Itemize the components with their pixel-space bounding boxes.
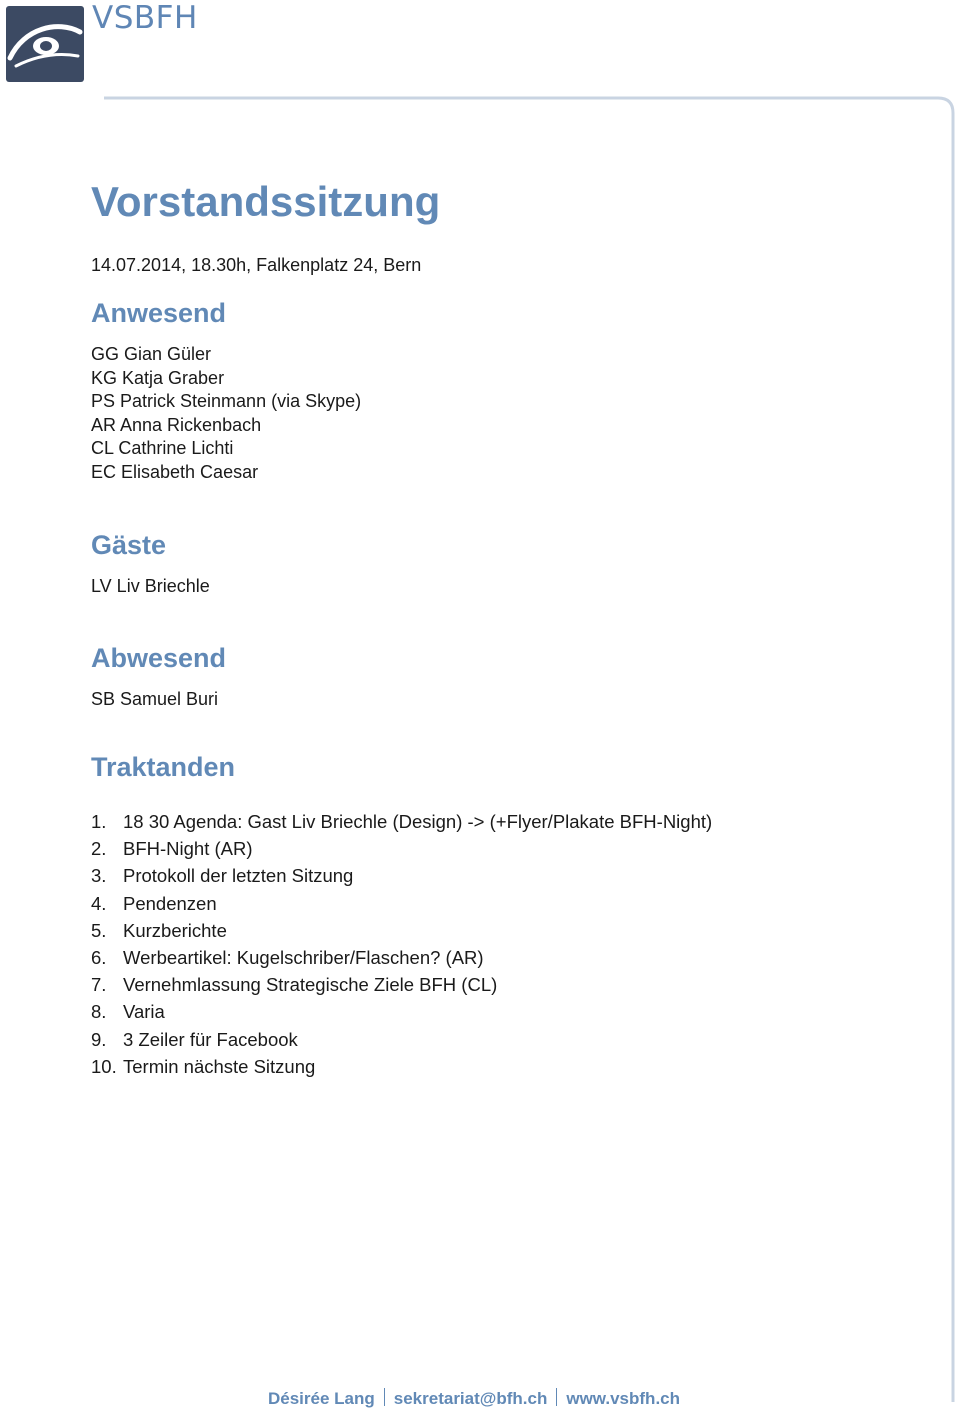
list-item: LV Liv Briechle — [91, 576, 210, 596]
list-item: CL Cathrine Lichti — [91, 438, 234, 459]
present-list — [91, 343, 361, 485]
footer — [268, 1388, 680, 1409]
agenda-text: Protokoll der letzten Sitzung — [123, 865, 354, 887]
agenda-item — [91, 862, 712, 889]
meeting-meta: 14.07.2014, 18.30h, Falkenplatz 24, Bern — [91, 255, 422, 275]
list-item: PS Patrick Steinmann (via Skype) — [91, 391, 362, 412]
agenda-number: 4. — [91, 892, 107, 914]
agenda-text: Vernehmlassung Strategische Ziele BFH (CL) — [123, 974, 498, 996]
vsbfh-logo-icon — [6, 6, 84, 82]
agenda-text: 3 Zeiler für Facebook — [123, 1028, 298, 1050]
agenda-number: 7. — [91, 974, 107, 996]
guests-heading: Gäste — [91, 530, 167, 560]
agenda-item — [91, 808, 712, 835]
agenda-text: Werbeartikel: Kugelschriber/Flaschen? (AR) — [123, 947, 484, 969]
agenda-text: Pendenzen — [123, 892, 217, 914]
footer-divider — [384, 1388, 385, 1406]
agenda-number: 9. — [91, 1028, 107, 1050]
absent-heading: Abwesend — [91, 643, 227, 673]
agenda-item — [91, 998, 712, 1025]
agenda-text: Termin nächste Sitzung — [123, 1055, 316, 1077]
list-item: GG Gian Güler — [91, 344, 212, 364]
footer-name: Désirée Lang — [268, 1389, 375, 1408]
list-item: EC Elisabeth Caesar — [91, 461, 259, 482]
agenda-item — [91, 971, 712, 998]
page-title: Vorstandssitzung — [91, 178, 441, 225]
footer-website-link[interactable]: www.vsbfh.ch — [566, 1389, 681, 1408]
agenda-item — [91, 1053, 712, 1080]
footer-divider — [556, 1388, 557, 1406]
brand-name: VSBFH — [92, 0, 198, 36]
guests-list — [91, 575, 210, 599]
agenda-item — [91, 944, 712, 971]
agenda-text: BFH-Night (AR) — [123, 838, 253, 860]
footer-email-link[interactable]: sekretariat@bfh.ch — [393, 1389, 548, 1408]
agenda-number: 8. — [91, 1001, 107, 1023]
list-item: AR Anna Rickenbach — [91, 414, 262, 435]
list-item: KG Katja Graber — [91, 367, 225, 388]
agenda-number: 5. — [91, 919, 107, 941]
agenda-heading: Traktanden — [91, 752, 236, 782]
agenda-item — [91, 917, 712, 944]
absent-list — [91, 688, 218, 712]
agenda-item — [91, 835, 712, 862]
agenda-text: Kurzberichte — [123, 919, 227, 941]
agenda-number: 2. — [91, 838, 107, 860]
agenda-number: 3. — [91, 865, 107, 887]
agenda-number: 10. — [91, 1055, 117, 1077]
present-heading: Anwesend — [91, 298, 227, 328]
agenda-text: 18 30 Agenda: Gast Liv Briechle (Design) -> (+Flyer/Plakate BFH-Night) — [123, 811, 713, 832]
agenda-list — [91, 808, 712, 1080]
agenda-text: Varia — [123, 1001, 165, 1023]
agenda-item — [91, 1026, 712, 1053]
agenda-number: 6. — [91, 947, 107, 969]
list-item: SB Samuel Buri — [91, 689, 219, 709]
agenda-item — [91, 890, 712, 917]
agenda-number: 1. — [91, 811, 107, 832]
